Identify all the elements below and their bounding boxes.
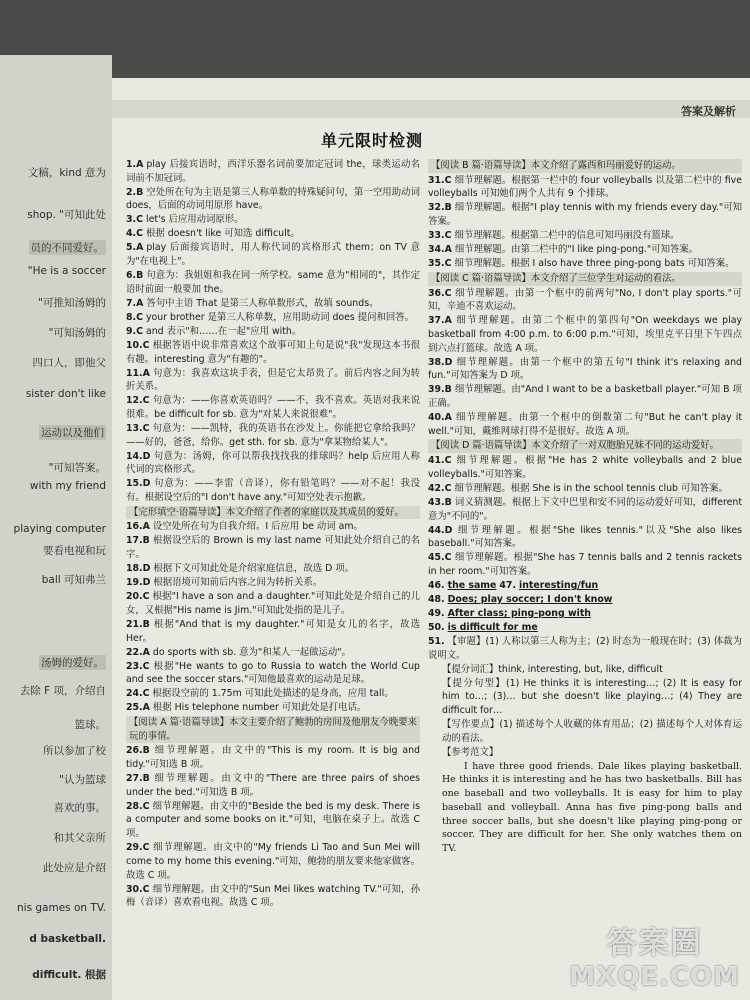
answer-item [428, 524, 742, 551]
answer-line [428, 607, 742, 621]
answer-item [126, 744, 420, 771]
prev-page-line: ball 可知弗兰 [41, 574, 106, 586]
previous-page [0, 55, 112, 1000]
answer-item [126, 660, 420, 687]
answer-explanation: 细节理解题。由文中的"Sun Mei likes watching TV."可知，孙梅（音译）喜欢看电视。故选 C 项。 [126, 883, 420, 909]
answer-number: 15.D [126, 478, 151, 490]
answer-line [428, 621, 742, 635]
prev-page-line: 运动以及他们 [41, 427, 104, 439]
answer-explanation: 根据设空前的 1.75m 可知此处描述的是身高，应用 tall。 [152, 688, 394, 700]
answer-explanation: 细节理解题。由文中的"Beside the bed is my desk. There is a computer and some books on it."可知，电脑在桌子上。故选 C 项。 [126, 800, 420, 840]
answer-number: 24.C [126, 688, 150, 700]
answer-explanation: 句意为：我姐姐和我在同一所学校。same 意为"相同的"，其作定语时前面一般要加 the。 [126, 270, 420, 295]
prev-page-line: d basketball. [29, 933, 106, 945]
answer-item [428, 201, 742, 228]
writing-note: 【参考范文】 [442, 746, 499, 758]
answer-explanation: let's 后应用动词原形。 [145, 214, 244, 226]
answer-explanation: 空处所在句为主语是第三人称单数的特殊疑问句，第一空用助动词 does，后面的动词用原形 have。 [126, 186, 420, 212]
answer-explanation: 根据语境可知前后内容之间为转折关系。 [153, 577, 323, 589]
answer-item [126, 186, 420, 213]
answer-explanation: 根据 His telephone number 可知此处是打电话。 [152, 702, 367, 714]
answer-explanation: 根据"I have a son and a daughter."可知此处是介绍自己的儿女，又根据"His name is Jim."可知此处指的是儿子。 [126, 591, 420, 616]
answer-item [126, 772, 420, 799]
prev-page-line: 和其父亲所 [53, 832, 106, 844]
answer-item [126, 576, 420, 590]
answer-number: 46. [428, 579, 445, 591]
answer-number: 47. [499, 579, 517, 591]
answer-item [126, 325, 420, 339]
answer-explanation: play 后接宾语时，西洋乐器名词前要加定冠词 the，球类运动名词前不加冠词。 [126, 159, 420, 184]
answer-number: 12.C [126, 395, 150, 407]
answer-explanation: 细节理解题。根据"He has 2 white volleyballs and 2 blue volleyballs."可知答案。 [428, 455, 742, 480]
section-heading: 【阅读 A 篇·语篇导读】本文主要介绍了鲍勃的房间及他朋友今晚要来玩的事情。 [126, 716, 420, 743]
right-column [428, 158, 742, 856]
answer-number: 5.A [126, 242, 144, 254]
answer-number: 50. [428, 621, 445, 633]
answer-explanation: 细节理解题。根据第二栏中的信息可知玛丽没有篮球。 [454, 230, 680, 242]
answer-item [126, 800, 420, 841]
prev-page-line: playing computer [13, 523, 106, 535]
answer-text: the same [447, 579, 497, 591]
answer-number: 11.A [126, 367, 150, 379]
answer-number: 43.B [428, 496, 452, 508]
sample-essay: I have three good friends. Dale likes playing basketball. He thinks it is interesting and he has two basketballs. Bill has one baseball and two volleyballs. It is easy for him to play baseball and volleyball. Anna has five ping-pong balls and three soccer balls, but she doesn't like playing ping-pong or soccer. They are difficult for her. She only watches them on TV. [442, 760, 742, 854]
answer-number: 13.C [126, 422, 150, 434]
answer-explanation: 细节理解题。由文中的"There are three pairs of shoes under the bed."可知选 B 项。 [126, 773, 420, 798]
prev-page-line: 四口人，即他父 [32, 357, 106, 369]
answer-item [126, 450, 420, 477]
answer-item [428, 174, 742, 201]
prev-page-line: 此处应是介绍 [43, 862, 106, 874]
header-bar [112, 100, 750, 118]
prev-page-line: shop. "可知此处 [27, 209, 106, 221]
answer-explanation: your brother 是第三人称单数，应用助动词 does 提问和回答。 [145, 311, 415, 323]
answer-explanation: 细节理解题。根据"She likes tennis."以及"She also likes baseball."可知答案。 [428, 524, 742, 550]
answer-item [126, 241, 420, 268]
answer-number: 20.C [126, 591, 150, 603]
answer-explanation: 细节理解题。根据"I play tennis with my friends every day."可知答案。 [428, 202, 742, 228]
header-section-label: 答案及解析 [681, 105, 736, 118]
answer-number: 51. [428, 635, 445, 647]
prev-page-line: 所以参加了校 [43, 745, 106, 757]
answer-item [126, 227, 420, 241]
section-heading: 【阅读 D 篇·语篇导读】本文介绍了一对双胞胎兄妹不同的运动爱好。 [428, 439, 742, 453]
answer-item [126, 562, 420, 576]
answer-explanation: and 表示"和……在一起"应用 with。 [145, 325, 302, 337]
prev-page-line: 员的不同爱好。 [30, 242, 104, 254]
answer-item [126, 618, 420, 645]
answer-number: 14.D [126, 450, 151, 462]
answer-number: 4.C [126, 228, 143, 240]
prev-page-line: 要看电视和玩 [43, 545, 106, 557]
answer-explanation: 句意为：——你喜欢英语吗？——不，我不喜欢。英语对我来说很难。be difficult for sb. 意为"对某人来说很难"。 [126, 395, 420, 420]
answer-item [126, 477, 420, 504]
answer-explanation: 细节理解题。由第二个框中的第四句"On weekdays we play basketball from 4:00 p.m. to 6:00 p.m."可知，埃里克平日里下午四点到六点打篮球。故选 A 项。 [428, 315, 742, 354]
answer-item [126, 311, 420, 325]
prev-page-line: difficult. 根据 [32, 969, 106, 981]
answer-number: 25.A [126, 702, 150, 714]
answer-explanation: 细节理解题。根据"She has 7 tennis balls and 2 tennis rackets in her room."可知答案。 [428, 552, 742, 577]
answer-item [428, 454, 742, 481]
page-title: 单元限时检测 [320, 131, 423, 150]
page-gutter [100, 300, 110, 1000]
answer-text: Does; play soccer; I don't know [447, 593, 613, 605]
section-heading: 【阅读 B 篇·语篇导读】本文介绍了露西和玛丽爱好的运动。 [428, 159, 742, 173]
answer-explanation: 设空处所在句为自我介绍。I 后应用 be 动词 am。 [152, 521, 363, 533]
answer-number: 19.D [126, 577, 151, 589]
answer-item [428, 411, 742, 438]
answer-explanation: 根据答语中说非常喜欢这个故事可知上句是说"我"发现这本书很有趣。interesting 意为"有趣的"。 [126, 339, 420, 365]
section-heading: 【完形填空·语篇导读】本文介绍了作者的家庭以及其成员的爱好。 [126, 506, 420, 520]
answer-page [112, 78, 750, 1000]
answer-item [126, 646, 420, 660]
answer-explanation: 细节理解题。由文中的"My friends Li Tao and Sun Mei will come to my home this evening."可知，鲍勃的朋友要来他家做客。故选 C 项。 [126, 842, 420, 881]
answer-explanation: 细节理解题。根据 She is in the school tennis club 可知答案。 [454, 482, 728, 494]
answer-number: 2.B [126, 186, 144, 198]
answer-item [428, 229, 742, 243]
answer-number: 31.C [428, 174, 452, 186]
answer-item [126, 534, 420, 561]
answer-number: 1.A [126, 159, 144, 170]
answer-number: 40.A [428, 412, 452, 424]
watermark-logo [569, 918, 740, 992]
answer-item [126, 590, 420, 617]
answer-explanation: 细节理解题。根据第一栏中的 four volleyballs 以及第二栏中的 five volleyballs 可知她们两个人共有 9 个排球。 [428, 174, 742, 200]
answer-item [428, 496, 742, 523]
answer-item [428, 551, 742, 578]
watermark-line1: 答案圈 [606, 926, 703, 961]
answer-number: 18.D [126, 563, 151, 575]
answer-number: 6.B [126, 270, 144, 282]
answer-number: 8.C [126, 311, 143, 323]
answer-number: 38.D [428, 356, 453, 368]
answer-number: 27.B [126, 773, 150, 785]
answer-number: 26.B [126, 745, 150, 757]
answer-number: 36.C [428, 287, 452, 299]
answer-item [126, 339, 420, 366]
answer-number: 39.B [428, 384, 452, 396]
answer-item [428, 635, 742, 662]
prev-page-line: "可知答案。 [48, 462, 106, 474]
answer-number: 45.C [428, 552, 452, 564]
answer-explanation: 根据下文可知此处是介绍家庭信息，故选 D 项。 [153, 563, 355, 575]
prev-page-line: 去除 F 项，介绍自 [19, 685, 106, 697]
prev-page-line: sister don't like [25, 388, 106, 400]
answer-number: 22.A [126, 646, 150, 658]
answer-line [428, 579, 742, 593]
answer-explanation: 句意为：汤姆，你可以帮我找找我的排球吗？help 后应用人称代词的宾格形式。 [126, 450, 420, 476]
answer-explanation: 根据 doesn't like 可知选 difficult。 [145, 228, 300, 240]
answer-item [428, 287, 742, 314]
answer-number: 34.A [428, 244, 452, 256]
answer-item [126, 269, 420, 296]
answer-item [126, 883, 420, 910]
writing-note: 【提分词汇】think, interesting, but, like, difficult [442, 663, 663, 675]
answer-explanation: 【审题】(1) 人称以第三人称为主；(2) 时态为一般现在时；(3) 体裁为说明文。 [428, 635, 742, 661]
answer-explanation: 细节理解题。根据 I also have three ping-pong bats 可知答案。 [454, 258, 735, 270]
answer-explanation: 细节理解题。由"And I want to be a basketball player."可知 B 项正确。 [428, 384, 742, 410]
answer-item [126, 687, 420, 701]
answer-number: 17.B [126, 535, 150, 547]
answer-number: 10.C [126, 339, 150, 351]
answer-explanation: 细节理解题。由第一个框中的第五句"I think it's relaxing and fun."可知答案为 D 项。 [428, 356, 742, 382]
prev-page-line: "可知汤姆的 [48, 327, 106, 339]
answer-item [126, 213, 420, 227]
answer-explanation: 根据"He wants to go to Russia to watch the World Cup and see the soccer stars."可知他最喜欢的运动是足球。 [126, 660, 420, 686]
answer-explanation: 细节理解题。由文中的"This is my room. It is big and tidy."可知选 B 项。 [126, 745, 420, 771]
answer-explanation: do sports with sb. 意为"和某人一起做运动"。 [152, 646, 351, 658]
answer-number: 48. [428, 593, 445, 605]
prev-page-line: 文稿，kind 意为 [27, 167, 106, 179]
answer-number: 9.C [126, 325, 143, 337]
answer-item [126, 394, 420, 421]
prev-page-line: 篮球。 [74, 719, 106, 731]
answer-item [126, 520, 420, 534]
answer-explanation: 句意为：我喜欢这块手表，但是它太昂贵了。前后内容之间为转折关系。 [126, 367, 420, 393]
answer-item [126, 367, 420, 394]
prev-page-line: "He is a soccer [27, 265, 106, 277]
answer-item [126, 422, 420, 449]
answer-number: 35.C [428, 258, 452, 270]
answer-explanation: 答句中主语 That 是第三人称单数形式，故填 sounds。 [146, 297, 379, 309]
answer-number: 44.D [428, 524, 453, 536]
answer-number: 30.C [126, 883, 150, 895]
answer-item [126, 841, 420, 882]
watermark-line2: MXQE.COM [569, 962, 740, 992]
answer-number: 16.A [126, 521, 150, 533]
answer-number: 33.C [428, 230, 452, 242]
answer-explanation: 细节理解题。由第二栏中的"I like ping-pong."可知答案。 [454, 244, 699, 256]
answer-explanation: 根据"And that is my daughter."可知是女儿的名字，故选 Her。 [126, 618, 420, 644]
answer-item [428, 482, 742, 496]
answer-text: After class; ping-pong with [447, 607, 591, 619]
answer-number: 3.C [126, 214, 143, 226]
answer-number: 32.B [428, 202, 452, 214]
answer-item [428, 257, 742, 271]
answer-text: interesting/fun [519, 579, 599, 591]
answer-number: 42.C [428, 482, 452, 494]
answer-item [428, 383, 742, 410]
answer-item [126, 297, 420, 311]
answer-explanation: 根据设空后的 Brown is my last name 可知此处介绍自己的名字。 [126, 535, 420, 561]
answer-item [126, 701, 420, 715]
answer-number: 21.B [126, 618, 150, 630]
answer-item [126, 158, 420, 185]
answer-explanation: 细节理解题。由第一个框中的倒数第二句"But he can't play it well."可知，戴维网球打得不是很好。故选 A 项。 [428, 412, 742, 437]
answer-item [428, 356, 742, 383]
answer-number: 37.A [428, 315, 452, 327]
answer-number: 29.C [126, 842, 150, 854]
left-column [126, 158, 420, 910]
answer-explanation: play 后面接宾语时，用人称代词的宾格形式 them；on TV 意为"在电视上"。 [126, 242, 420, 268]
answer-number: 41.C [428, 455, 452, 467]
writing-note: 【写作要点】(1) 描述每个人收藏的体育用品；(2) 描述每个人对体育运动的看法。 [442, 719, 742, 744]
answer-number: 7.A [126, 297, 144, 309]
answer-number: 23.C [126, 660, 150, 672]
answer-explanation: 细节理解题。由第一个框中的前两句"No, I don't play sports."可知，辛迪不喜欢运动。 [428, 287, 742, 313]
answer-text: is difficult for me [447, 621, 538, 633]
answer-number: 49. [428, 607, 445, 619]
section-heading: 【阅读 C 篇·语篇导读】本文介绍了三位学生对运动的看法。 [428, 272, 742, 286]
answer-explanation: 句意为：——凯特，我的英语书在沙发上。你能把它拿给我吗？——好的，爸爸，给你。get sth. for sb. 意为"拿某物给某人"。 [126, 422, 420, 448]
answer-line [428, 593, 742, 607]
prev-page-line: with my friend [29, 480, 106, 492]
prev-page-line: 喜欢的事。 [53, 802, 106, 814]
answer-explanation: 词义猜测题。根据上下文中巴里和安不同的运动爱好可知，different 意为"不同的"。 [428, 496, 742, 522]
answer-item [428, 314, 742, 355]
answer-explanation: 句意为：——李雷（音译），你有铅笔吗？——对不起！我没有。根据设空后的"I don't have any."可知空处表示抱歉。 [126, 478, 420, 504]
answer-number: 28.C [126, 800, 150, 812]
prev-page-line: "认为篮球 [59, 774, 106, 786]
prev-page-line: 汤姆的爱好。 [41, 657, 104, 669]
answer-item [428, 243, 742, 257]
prev-page-line: nis games on TV. [17, 902, 106, 914]
writing-note: 【提分句型】(1) He thinks it is interesting…; (2) It is easy for him to…; (3)… but she doesn't like playing…; (4) They are difficult for… [442, 677, 742, 717]
prev-page-line: "可推知汤姆的 [38, 297, 106, 309]
